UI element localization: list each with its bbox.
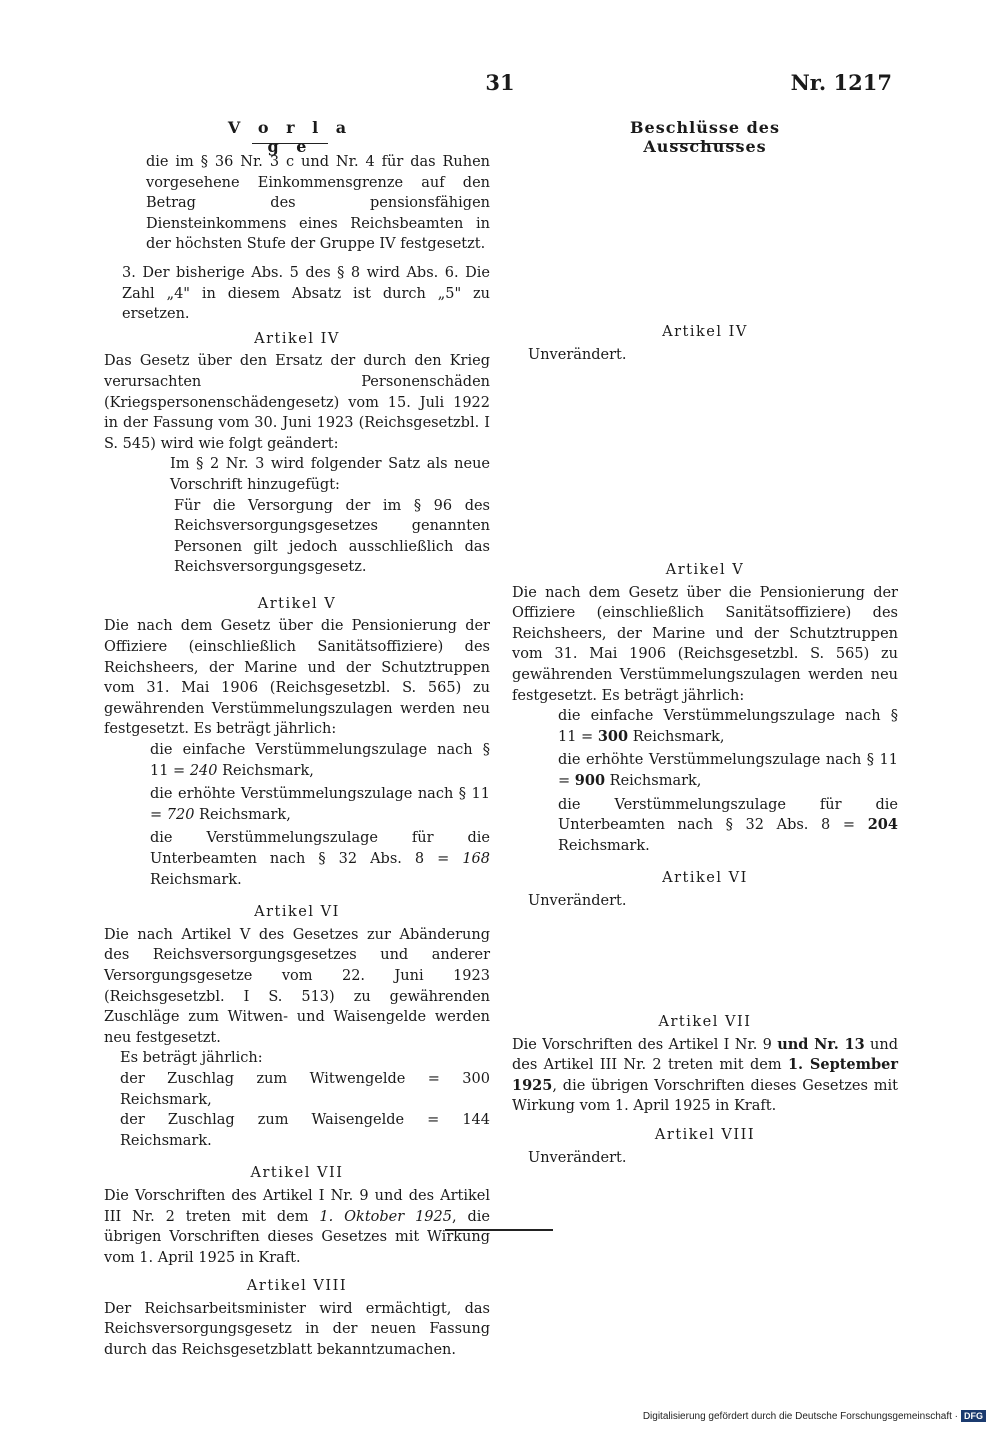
footer-credit — [643, 1410, 986, 1422]
left-item-3: 3. Der bisherige Abs. 5 des § 8 wird Abs. 6. Die Zahl „4" in diesem Absatz ist durch „5" zu ersetzen. — [122, 264, 490, 323]
left-article-v-line-1 — [104, 740, 490, 781]
left-heading-rule — [252, 143, 328, 144]
right-vii-bold-amendment: und Nr. 13 — [777, 1035, 865, 1053]
right-v-l3-text: die Verstümmelungszulage für die Unterbeamten nach § 32 Abs. 8 = — [558, 796, 898, 834]
end-rule — [445, 1229, 553, 1231]
left-vii-text-a: Die Vorschriften des Artikel I Nr. 9 und des Artikel III Nr. 2 treten mit dem — [104, 1187, 490, 1225]
left-article-iv-title: Artikel IV — [254, 330, 340, 347]
left-article-vi-line-1: der Zuschlag zum Witwengelde = 300 Reichsmark, — [120, 1070, 490, 1108]
right-article-v-title: Artikel V — [665, 562, 745, 578]
left-column-heading: V o r l a g e — [227, 118, 353, 156]
left-v-l1-text: die einfache Verstümmelungszulage nach § 11 = — [150, 742, 490, 779]
right-v-l1-unit: Reichsmark, — [628, 728, 725, 745]
right-article-v-text: Die nach dem Gesetz über die Pensionierung der Offiziere (einschließlich Sanitätsoffiziere) des Reichsheers, der Marine und der Schutztruppen vom 31. Mai 1906 (Reichsgesetzbl. S. 565) zu gewährenden Verstümmelungszulagen werden neu festgesetzt. Es beträgt jährlich: — [512, 584, 898, 704]
left-v-l3-unit: Reichsmark. — [150, 871, 242, 888]
document-number: Nr. 1217 — [790, 70, 892, 95]
right-v-l3-value: 204 — [867, 816, 898, 834]
left-v-l1-value: 240 — [189, 762, 218, 779]
left-column — [104, 152, 490, 1361]
page-number: 31 — [485, 70, 515, 95]
right-column-heading: Beschlüsse des Ausschusses — [630, 118, 780, 156]
right-article-viii-title: Artikel VIII — [654, 1126, 756, 1143]
left-v-l3-text: die Verstümmelungszulage für die Unterbeamten nach § 32 Abs. 8 = — [150, 830, 490, 867]
right-v-l3-unit: Reichsmark. — [558, 837, 650, 854]
right-article-v-line-3 — [512, 795, 898, 857]
left-article-vii-title: Artikel VII — [250, 1165, 344, 1182]
right-v-l1-value: 300 — [597, 727, 629, 745]
left-article-viii-text: Der Reichsarbeitsminister wird ermächtigt, das Reichsversorgungsgesetz in der neuen Fassung durch das Reichsgesetzblatt bekanntzumachen. — [104, 1300, 490, 1359]
right-column-article-vii — [512, 1008, 898, 1168]
right-article-v-line-2 — [512, 750, 898, 791]
left-vii-text-b: , die übrigen Vorschriften dieses Gesetzes mit Wirkung vom 1. April 1925 in Kraft. — [104, 1208, 490, 1266]
left-v-l1-unit: Reichsmark, — [217, 762, 314, 779]
right-v-l2-unit: Reichsmark, — [605, 772, 702, 789]
left-article-vi-subtext: Es beträgt jährlich: — [120, 1050, 263, 1067]
right-column-article-v — [512, 556, 898, 912]
right-vii-text-c: , die übrigen Vorschriften dieses Gesetzes mit Wirkung vom 1. April 1925 in Kraft. — [512, 1077, 898, 1115]
right-article-iv-text: Unverändert. — [528, 346, 627, 363]
left-article-vi-text: Die nach Artikel V des Gesetzes zur Abänderung des Reichsversorgungsgesetzes und anderer Versorgungsgesetze vom 22. Juni 1923 (Reichsgesetzbl. I S. 513) zu gewährenden Zuschläge zum Witwen- und Waisengelde werden neu festgesetzt. — [104, 926, 490, 1046]
right-article-vii-title: Artikel VII — [658, 1014, 752, 1030]
right-column — [512, 318, 898, 365]
right-v-l2-text: die erhöhte Verstümmelungszulage nach § 11 = — [558, 752, 898, 789]
left-article-v-title: Artikel V — [257, 595, 337, 612]
right-article-viii-text: Unverändert. — [528, 1149, 627, 1166]
left-v-l3-value: 168 — [462, 851, 490, 867]
left-article-iv-subtext: Im § 2 Nr. 3 wird folgender Satz als neue Vorschrift hinzugefügt: — [170, 456, 490, 493]
right-vii-date: 1. September 1925 — [512, 1056, 898, 1094]
left-article-v-line-2 — [104, 784, 490, 825]
left-article-v-line-3 — [104, 828, 490, 890]
right-article-iv-title: Artikel IV — [662, 324, 748, 340]
right-article-vii-text — [512, 1035, 898, 1117]
left-article-vi-line-2: der Zuschlag zum Waisengelde = 144 Reichsmark. — [120, 1112, 490, 1149]
right-heading-rule — [670, 143, 740, 144]
left-continuation-text: die im § 36 Nr. 3 c und Nr. 4 für das Ruhen vorgesehene Einkommensgrenze auf den Betrag des pensionsfähigen Diensteinkommens eines Reichsbeamten in der höchsten Stufe der Gruppe IV festgesetzt. — [146, 154, 490, 253]
left-vii-date: 1. Oktober 1925 — [319, 1208, 452, 1225]
left-article-vi-title: Artikel VI — [254, 904, 340, 921]
right-v-l2-value: 900 — [574, 771, 606, 789]
left-article-iv-quote: Für die Versorgung der im § 96 des Reichsversorgungsgesetzes genannten Personen gilt jedoch ausschließlich das Reichsversorgungsgesetz. — [174, 497, 490, 576]
left-v-l2-value: 720 — [166, 806, 195, 823]
right-vii-text-b: und des Artikel III Nr. 2 treten mit dem — [512, 1036, 899, 1074]
dfg-logo: DFG — [961, 1410, 986, 1422]
left-v-l2-text: die erhöhte Verstümmelungszulage nach § 11 = — [150, 786, 490, 823]
right-vii-text-a: Die Vorschriften des Artikel I Nr. 9 — [512, 1036, 778, 1053]
left-article-viii-title: Artikel VIII — [246, 1278, 348, 1295]
right-article-vi-text: Unverändert. — [528, 892, 627, 909]
left-v-l2-unit: Reichsmark, — [194, 806, 291, 823]
left-article-vii-text — [104, 1186, 490, 1268]
left-article-v-text: Die nach dem Gesetz über die Pensionierung der Offiziere (einschließlich Sanitätsoffiziere) des Reichsheers, der Marine und der Schutztruppen vom 31. Mai 1906 (Reichsgesetzbl. S. 565) zu gewährenden Verstümmelungszulagen werden neu festgesetzt. Es beträgt jährlich: — [104, 618, 490, 738]
right-article-v-line-1 — [512, 706, 898, 747]
right-article-vi-title: Artikel VI — [662, 870, 748, 887]
right-v-l1-text: die einfache Verstümmelungszulage nach § 11 = — [558, 708, 898, 745]
left-article-iv-text: Das Gesetz über den Ersatz der durch den Krieg verursachten Personenschäden (Kriegspersonenschädengesetz) vom 15. Juli 1922 in der Fassung vom 30. Juni 1923 (Reichsgesetzbl. I S. 545) wird wie folgt geändert: — [104, 353, 490, 452]
footer-credit-text: Digitalisierung gefördert durch die Deutsche Forschungsgemeinschaft · — [642, 1411, 958, 1422]
